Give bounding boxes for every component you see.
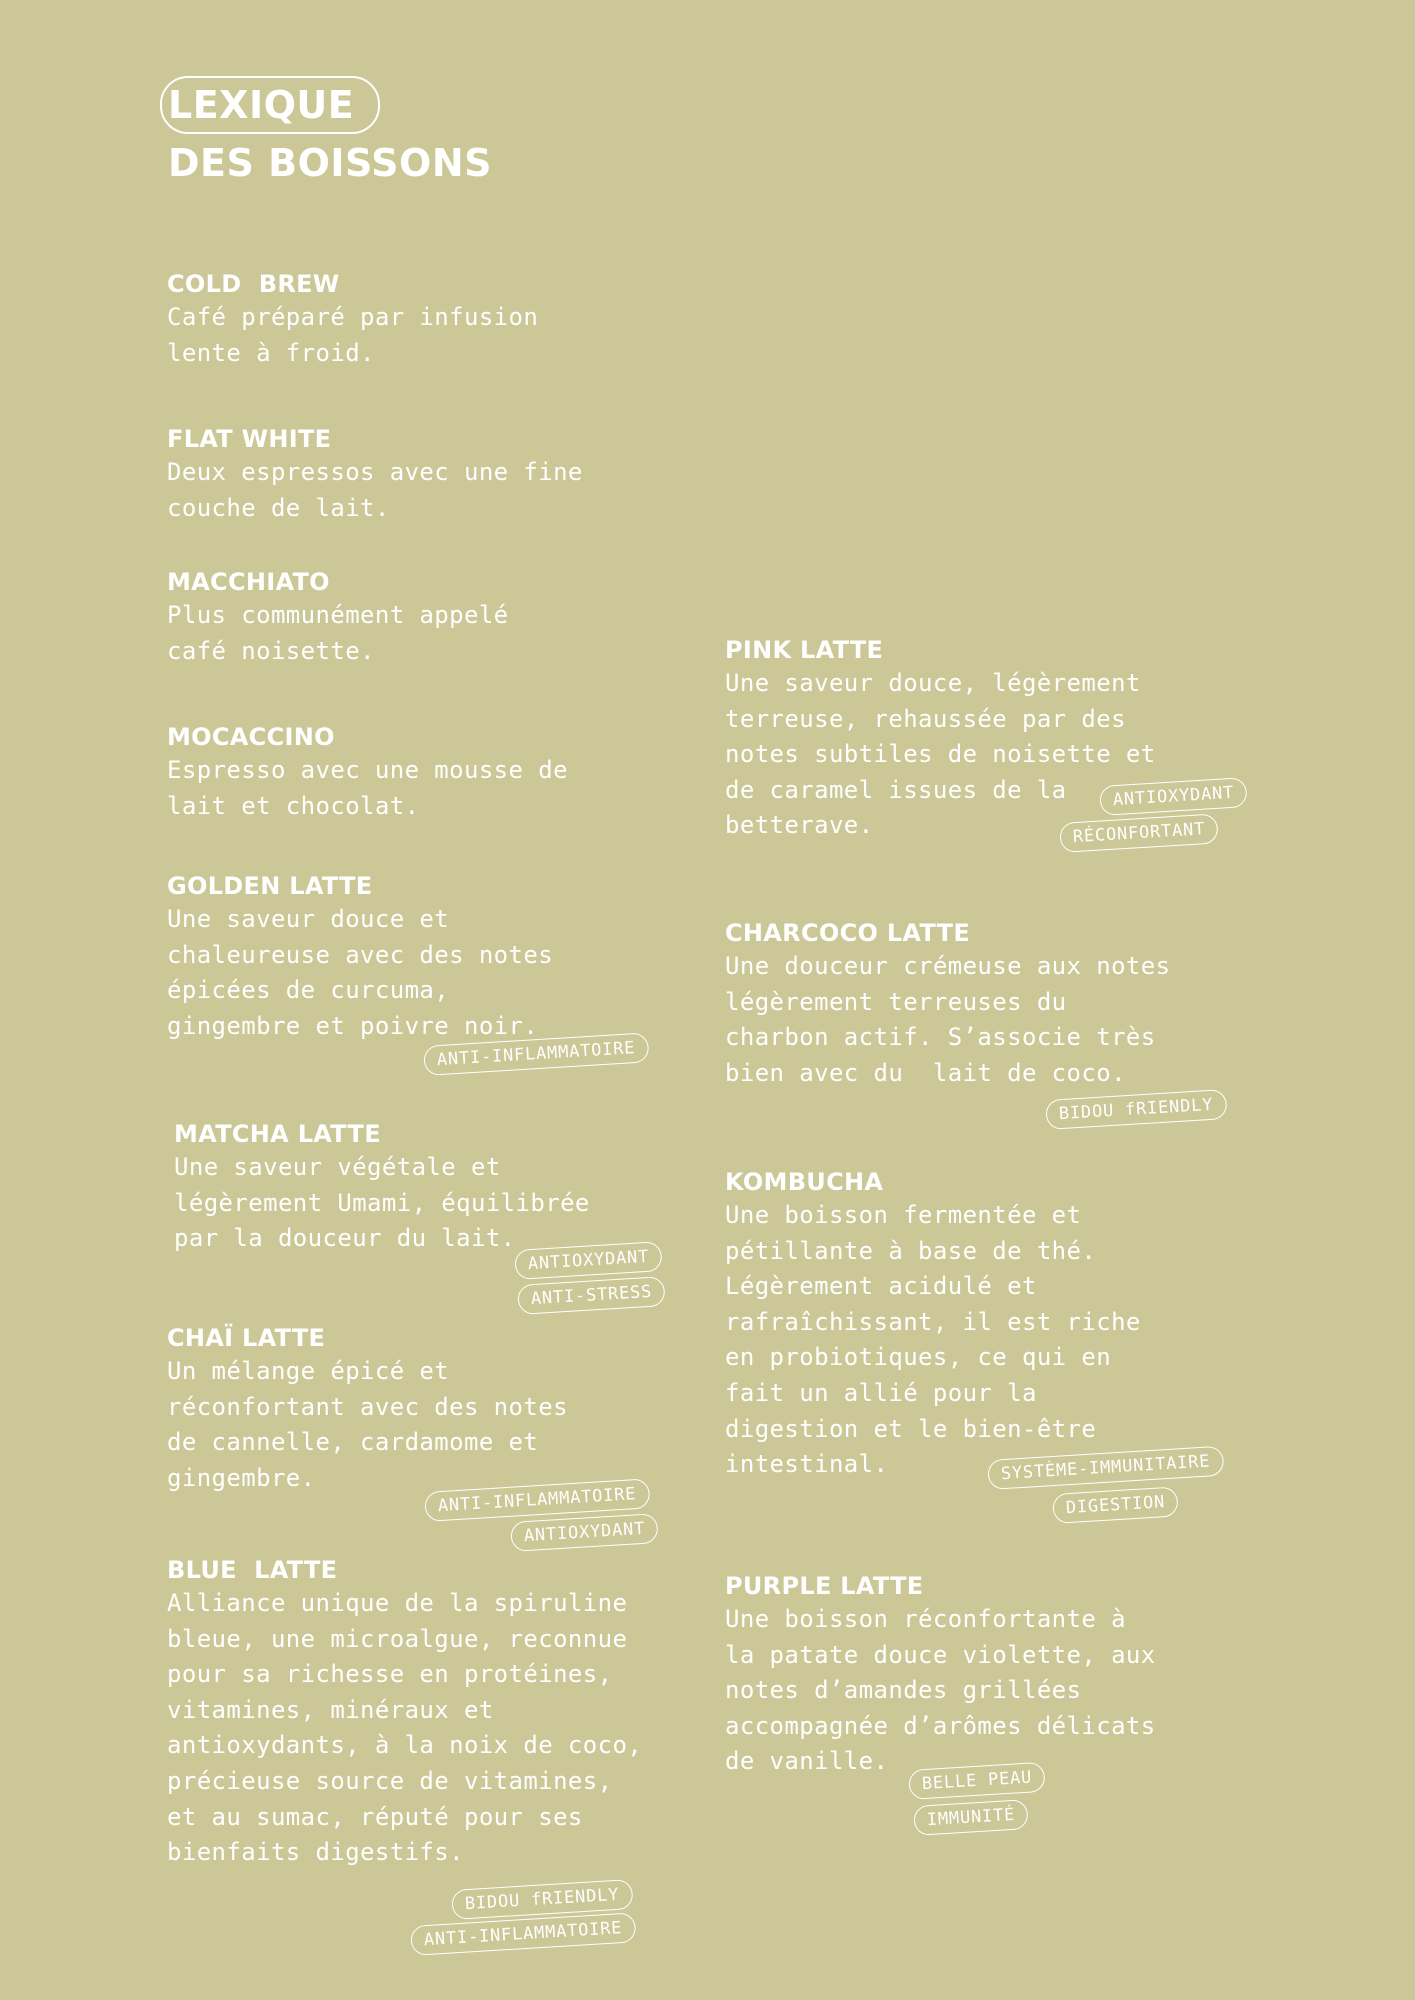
drink-pink-latte — [725, 634, 1156, 844]
drink-description: Une saveur douce, légèrement terreuse, rehaussée par des notes subtiles de noisette et de caramel issues de la betterave. — [725, 669, 1156, 840]
tag-badge: BIDOU fRIENDLY — [1045, 1089, 1227, 1130]
tag-badge: BIDOU fRIENDLY — [451, 1879, 633, 1920]
drink-matcha-latte — [174, 1118, 590, 1257]
drink-flat-white — [167, 423, 583, 526]
drink-description: Une saveur douce et chaleureuse avec des notes épicées de curcuma, gingembre et poivre noir. — [167, 905, 554, 1040]
drink-blue-latte — [167, 1554, 642, 1871]
tag-badge: ANTIOXYDANT — [514, 1241, 663, 1280]
page-title-line-1: LEXIQUE — [160, 76, 380, 134]
drink-description: Café préparé par infusion lente à froid. — [167, 303, 539, 367]
tag-badge: ANTIOXYDANT — [1099, 777, 1248, 816]
drink-name: PINK LATTE — [725, 636, 884, 664]
drink-name: CHARCOCO LATTE — [725, 919, 971, 947]
drink-name: MATCHA LATTE — [174, 1120, 381, 1148]
drink-description: Une boisson fermentée et pétillante à base de thé. Légèrement acidulé et rafraîchissant, il est riche en probiotiques, ce qui en fait un allié pour la digestion et le bien-être intestinal. — [725, 1201, 1141, 1479]
drink-name: GOLDEN LATTE — [167, 872, 373, 900]
drink-name: PURPLE LATTE — [725, 1572, 924, 1600]
drink-description: Plus communément appelé café noisette. — [167, 601, 509, 665]
drink-name: CHAÏ LATTE — [167, 1324, 326, 1352]
drink-description: Alliance unique de la spiruline bleue, une microalgue, reconnue pour sa richesse en protéines, vitamines, minéraux et antioxydants, à la noix de coco, précieuse source de vitamines, et au sumac, réputé pour ses bienfaits digestifs. — [167, 1589, 643, 1867]
drink-name: KOMBUCHA — [725, 1168, 884, 1196]
drink-description: Une douceur crémeuse aux notes légèrement terreuses du charbon actif. S’associe très bien avec du lait de coco. — [725, 952, 1171, 1087]
tag-badge: RÉCONFORTANT — [1059, 813, 1219, 853]
tag-badge: ANTIOXYDANT — [510, 1513, 659, 1552]
page-title — [160, 76, 492, 188]
tag-badge: IMMUNITÉ — [913, 1799, 1029, 1836]
drink-chai-latte — [167, 1322, 568, 1496]
tag-badge: ANTI-STRESS — [517, 1276, 666, 1315]
page-title-line-2: DES BOISSONS — [168, 141, 493, 185]
drink-description: Une saveur végétale et légèrement Umami, équilibrée par la douceur du lait. — [174, 1153, 590, 1253]
drink-mocaccino — [167, 721, 568, 824]
drink-macchiato — [167, 566, 509, 669]
drink-name: BLUE LATTE — [167, 1556, 338, 1584]
drink-cold-brew — [167, 268, 538, 371]
tag-badge: BELLE PEAU — [908, 1762, 1046, 1800]
drink-name: MOCACCINO — [167, 723, 335, 751]
drink-description: Un mélange épicé et réconfortant avec des notes de cannelle, cardamome et gingembre. — [167, 1357, 568, 1492]
tag-badge: ANTI-INFLAMMATOIRE — [424, 1478, 650, 1522]
drink-name: MACCHIATO — [167, 568, 330, 596]
drink-name: FLAT WHITE — [167, 425, 332, 453]
drink-kombucha — [725, 1166, 1141, 1483]
tag-badge: ANTI-INFLAMMATOIRE — [410, 1912, 636, 1956]
drink-description: Une boisson réconfortante à la patate douce violette, aux notes d’amandes grillées accompagnée d’arômes délicats de vanille. — [725, 1605, 1156, 1776]
drink-description: Deux espressos avec une fine couche de lait. — [167, 458, 583, 522]
drink-name: COLD BREW — [167, 270, 340, 298]
tag-badge: SYSTÈME-IMMUNITAIRE — [987, 1446, 1224, 1490]
tag-badge: DIGESTION — [1052, 1486, 1179, 1524]
drink-purple-latte — [725, 1570, 1156, 1780]
drink-charcoco-latte — [725, 917, 1170, 1091]
drink-golden-latte — [167, 870, 553, 1044]
drink-description: Espresso avec une mousse de lait et chocolat. — [167, 756, 568, 820]
tag-badge: ANTI-INFLAMMATOIRE — [423, 1032, 649, 1076]
